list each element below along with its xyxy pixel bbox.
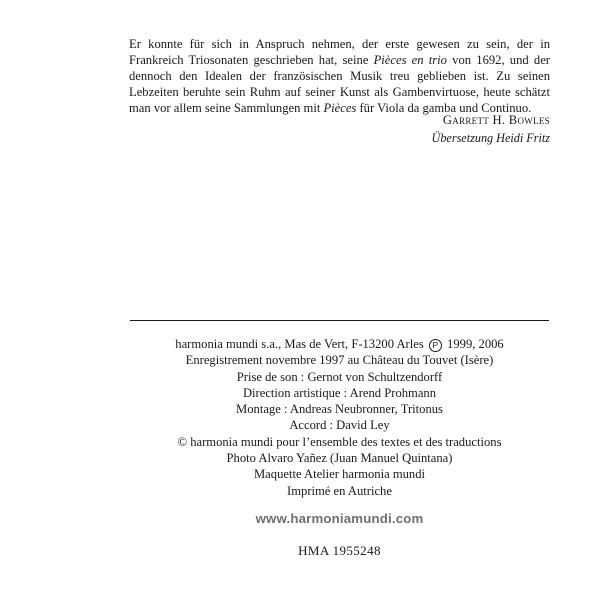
tuning-line: Accord : David Ley [289, 418, 390, 433]
publisher-line [130, 336, 549, 352]
essay-segment-2: von 1692, und der dennoch den Idealen der französischen Musik treu geblieben ist. Zu seinen Lebzeiten beruhte sein Ruhm auf seiner Kunst als Gambenvirtuose, heute schätzt man vor allem seine Sammlungen mit [129, 53, 550, 115]
catalog-number: HMA 1955248 [298, 543, 381, 558]
recording-line: Enregistrement novembre 1997 au Château du Touvet (Isère) [185, 353, 494, 368]
author-name: Garrett H. Bowles [442, 113, 550, 127]
translation-credit: Übersetzung Heidi Fritz [431, 131, 550, 145]
essay-segment-3: für Viola da gamba und Continuo. [356, 101, 532, 115]
phonogram-icon: P [429, 339, 442, 352]
photo-credit-line: Photo Alvaro Yañez (Juan Manuel Quintana) [226, 451, 453, 466]
copyright-line: © harmonia mundi pour l’ensemble des textes et des traductions [177, 434, 502, 449]
divider-rule [130, 320, 549, 321]
essay-segment-1: Er konnte für sich in Anspruch nehmen, der erste gewesen zu sein, der in Frankreich Triosonaten geschrieben hat, seine [129, 37, 550, 67]
artistic-direction-line: Direction artistique : Arend Prohmann [242, 385, 437, 400]
essay-title-italic-2: Pièces [323, 101, 357, 115]
printed-in-line: Imprimé en Autriche [287, 483, 392, 498]
sound-engineer-line: Prise de son : Gernot von Schultzendorff [236, 369, 443, 384]
publisher-text: harmonia mundi s.a., Mas de Vert, F-13200 Arles [175, 337, 424, 351]
essay-title-italic-1: Pièces en trio [373, 53, 447, 67]
website-link[interactable]: www.harmoniamundi.com [255, 511, 424, 526]
essay-paragraph [129, 36, 550, 116]
essay-text [129, 36, 550, 116]
publisher-years: 1999, 2006 [447, 337, 504, 351]
editing-line: Montage : Andreas Neubronner, Tritonus [236, 402, 443, 417]
credits-block [130, 336, 549, 499]
layout-credit-line: Maquette Atelier harmonia mundi [253, 467, 426, 482]
